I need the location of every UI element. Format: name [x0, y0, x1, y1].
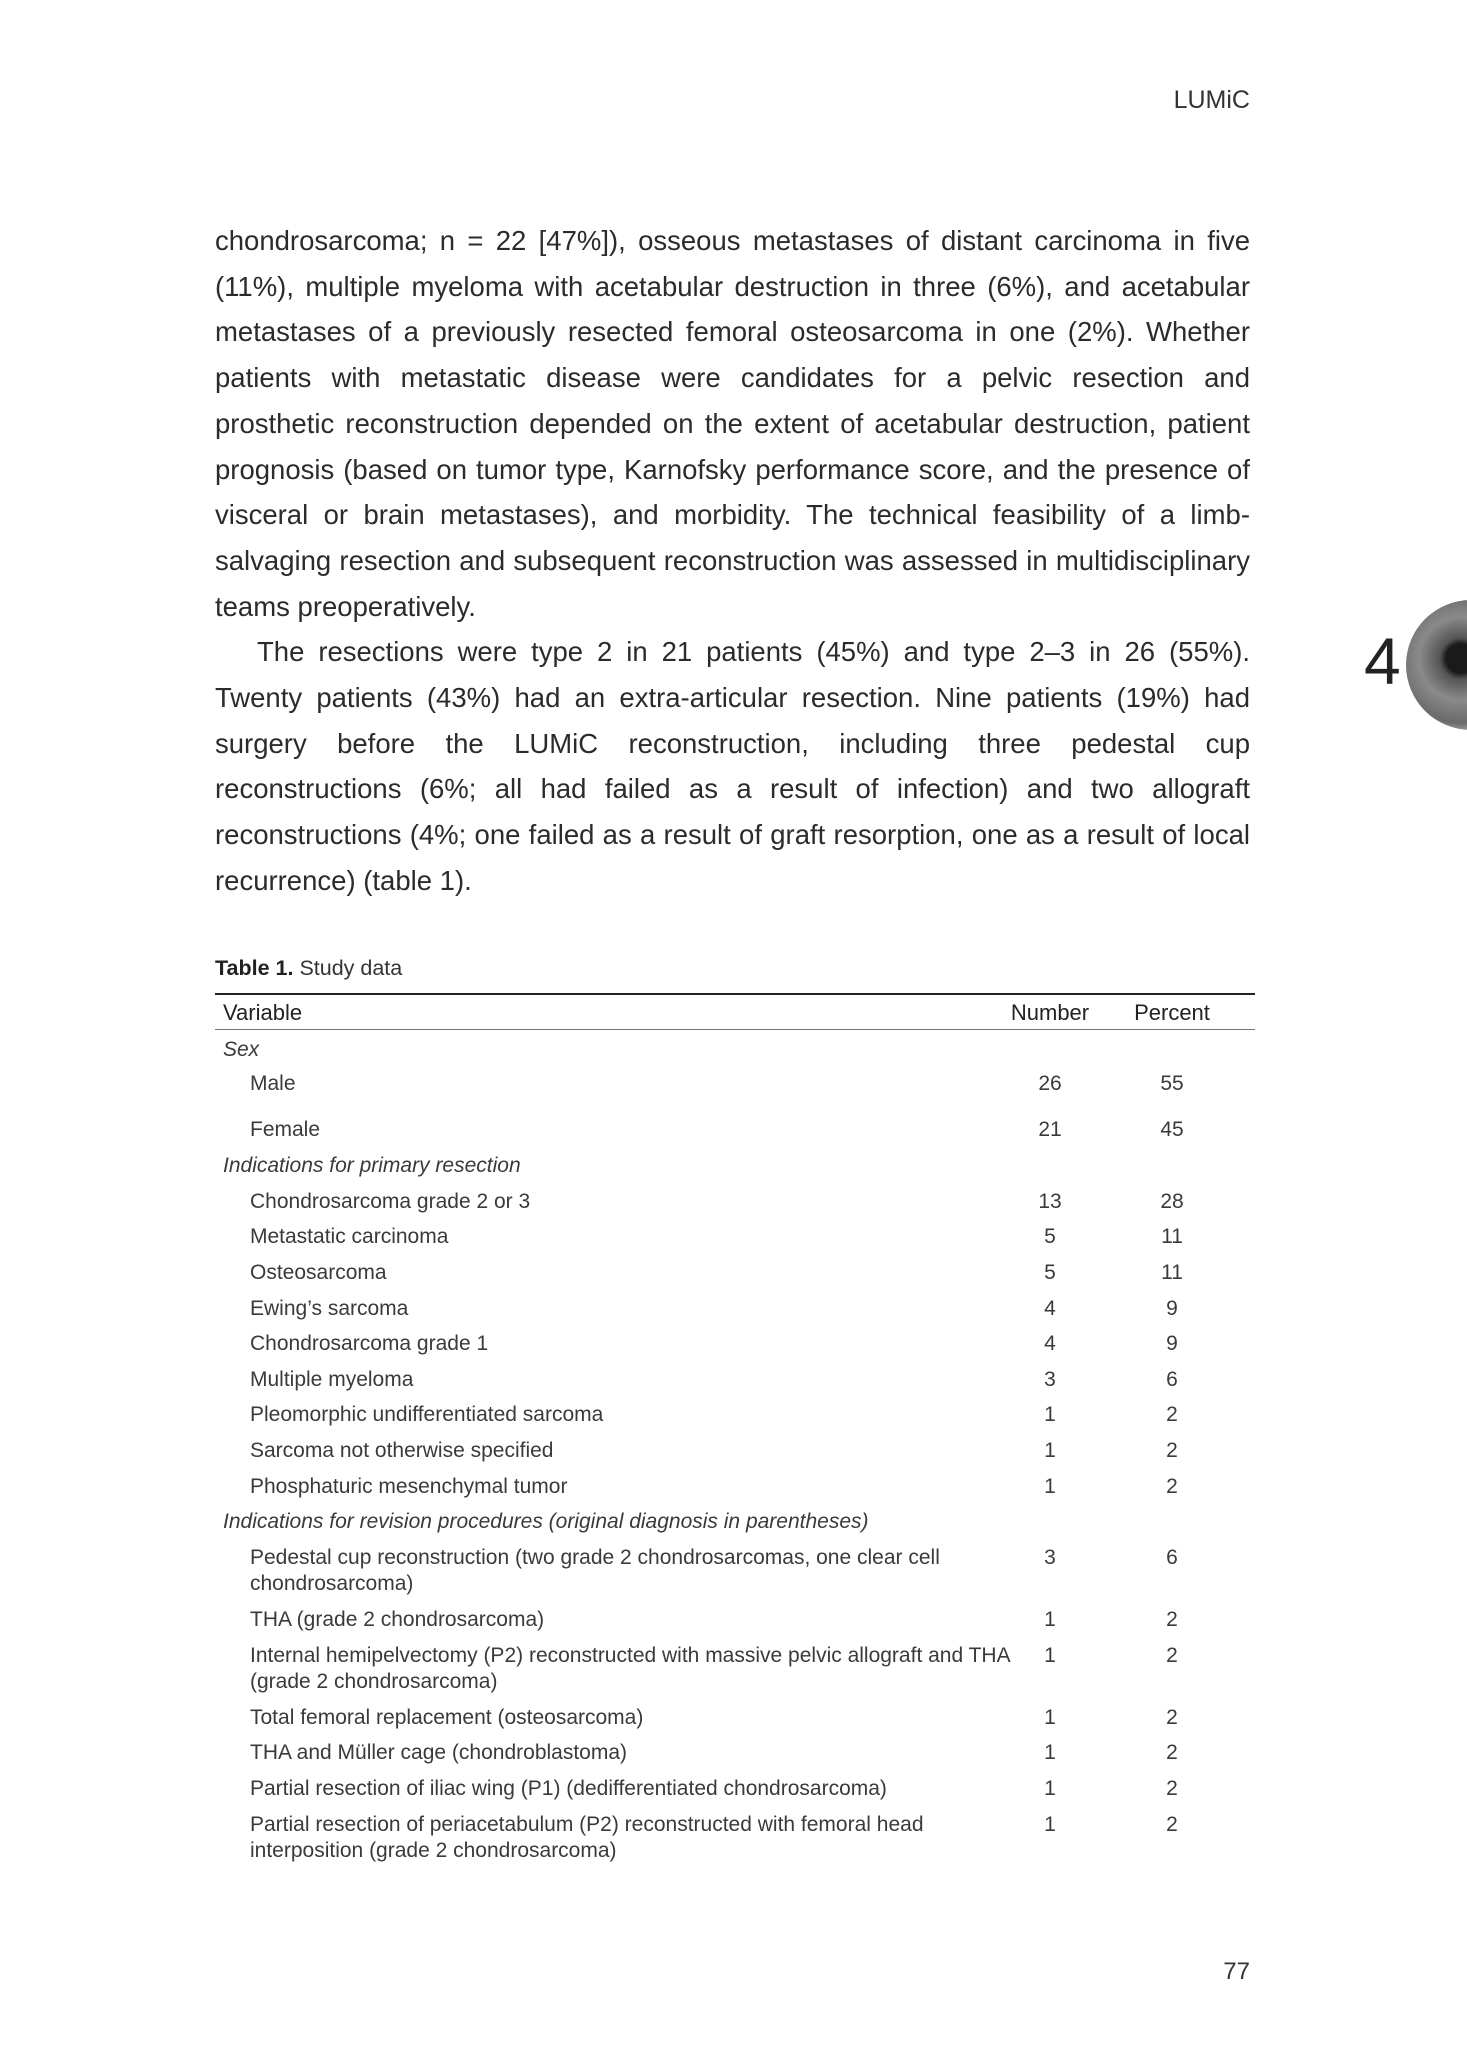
cell-percent: 45 [1160, 1118, 1184, 1141]
cell-number: 4 [1044, 1332, 1056, 1355]
cell-number: 1 [1044, 1608, 1056, 1631]
cell-number: 1 [1044, 1706, 1056, 1729]
cell-number: 5 [1044, 1225, 1056, 1248]
cell-percent: 55 [1160, 1072, 1184, 1095]
cell-number: 26 [1038, 1072, 1062, 1095]
cell-percent: 9 [1166, 1297, 1178, 1320]
cell-percent: 2 [1166, 1439, 1178, 1462]
header-number: Number [1010, 1000, 1090, 1025]
cell-number: 5 [1044, 1261, 1056, 1284]
paragraph: chondrosarcoma; n = 22 [47%]), osseous metastases of distant carcinoma in five (11%), multiple myeloma with acetabular destruction in three (6%), and acetabular metastases of a previously resected femoral osteosarcoma in one (2%). Whether patients with metastatic disease were candidates for a pelvic resection and prosthetic reconstruction depended on the extent of acetabular destruction, patient prognosis (based on tumor type, Karnofsky performance score, and the presence of visceral or brain metastases), and morbidity. The technical feasibility of a limb-salvaging resection and subsequent reconstruction was assessed in multidisciplinary teams preoperatively. [215, 225, 1250, 622]
cell-percent: 2 [1166, 1813, 1178, 1836]
cell-number: 1 [1044, 1475, 1056, 1498]
cell-variable: Pedestal cup reconstruction (two grade 2 chondrosarcomas, one clear cell chondrosarcoma) [250, 1546, 940, 1595]
cell-variable: Partial resection of iliac wing (P1) (dedifferentiated chondrosarcoma) [250, 1777, 887, 1800]
cell-percent: 11 [1161, 1261, 1183, 1284]
cell-number: 1 [1044, 1644, 1056, 1667]
cell-variable: Sarcoma not otherwise specified [250, 1439, 554, 1462]
cell-variable: Sex [223, 1038, 260, 1061]
cell-variable: Ewing’s sarcoma [250, 1297, 409, 1320]
cell-percent: 28 [1160, 1190, 1184, 1213]
cell-percent: 2 [1166, 1608, 1178, 1631]
cell-number: 1 [1044, 1777, 1056, 1800]
table-header-rule [215, 1029, 1255, 1030]
cell-variable: Osteosarcoma [250, 1261, 387, 1284]
paragraph: The resections were type 2 in 21 patients (45%) and type 2–3 in 26 (55%). Twenty patients (43%) had an extra-articular resection. Nine patients (19%) had surgery before the LUMiC reconstruction, including three pedestal cup reconstructions (6%; all had failed as a result of infection) and two allograft reconstructions (4%; one failed as a result of graft resorption, one as a result of local recurrence) (table 1). [215, 636, 1250, 896]
cell-number: 1 [1044, 1741, 1056, 1764]
chapter-thumb-image-icon [1406, 600, 1467, 730]
cell-percent: 2 [1166, 1644, 1178, 1667]
cell-variable: Partial resection of periacetabulum (P2) reconstructed with femoral head interposition (grade 2 chondrosarcoma) [250, 1813, 924, 1862]
cell-number: 13 [1038, 1190, 1062, 1213]
table-top-rule [215, 993, 1255, 995]
table-caption-label: Table 1. [215, 956, 294, 980]
cell-percent: 2 [1166, 1706, 1178, 1729]
table-caption [215, 956, 402, 981]
cell-percent: 9 [1166, 1332, 1178, 1355]
header-percent: Percent [1134, 1000, 1210, 1025]
cell-number: 3 [1044, 1368, 1056, 1391]
cell-percent: 11 [1161, 1225, 1183, 1248]
cell-variable: THA (grade 2 chondrosarcoma) [250, 1608, 545, 1631]
cell-variable: Chondrosarcoma grade 2 or 3 [250, 1190, 531, 1213]
header-variable: Variable [223, 1000, 303, 1025]
cell-number: 1 [1044, 1813, 1056, 1836]
cell-variable: Metastatic carcinoma [250, 1225, 449, 1248]
table-caption-text: Study data [293, 956, 403, 980]
cell-number: 21 [1038, 1118, 1062, 1141]
chapter-thumb-number: 4 [1364, 624, 1401, 698]
cell-number: 1 [1044, 1439, 1056, 1462]
cell-percent: 2 [1166, 1741, 1178, 1764]
cell-variable: Multiple myeloma [250, 1368, 414, 1391]
cell-variable: Male [250, 1072, 296, 1095]
cell-percent: 6 [1166, 1546, 1178, 1569]
cell-number: 3 [1044, 1546, 1056, 1569]
cell-variable: Total femoral replacement (osteosarcoma) [250, 1706, 644, 1729]
page-number: 77 [1223, 1958, 1250, 1985]
cell-percent: 2 [1166, 1475, 1178, 1498]
body-text [215, 218, 1250, 904]
cell-percent: 2 [1166, 1777, 1178, 1800]
cell-variable: Chondrosarcoma grade 1 [250, 1332, 489, 1355]
cell-variable: Phosphaturic mesenchymal tumor [250, 1475, 568, 1498]
cell-variable: Female [250, 1118, 321, 1141]
running-head: LUMiC [1173, 86, 1250, 114]
cell-percent: 6 [1166, 1368, 1178, 1391]
cell-variable: Pleomorphic undifferentiated sarcoma [250, 1403, 604, 1426]
cell-number: 4 [1044, 1297, 1056, 1320]
cell-number: 1 [1044, 1403, 1056, 1426]
cell-percent: 2 [1166, 1403, 1178, 1426]
cell-variable: Indications for primary resection [223, 1154, 521, 1177]
cell-variable: Internal hemipelvectomy (P2) reconstructed with massive pelvic allograft and THA (grade 2 chondrosarcoma) [250, 1644, 1010, 1693]
cell-variable: THA and Müller cage (chondroblastoma) [250, 1741, 628, 1764]
cell-variable: Indications for revision procedures (original diagnosis in parentheses) [223, 1510, 869, 1533]
